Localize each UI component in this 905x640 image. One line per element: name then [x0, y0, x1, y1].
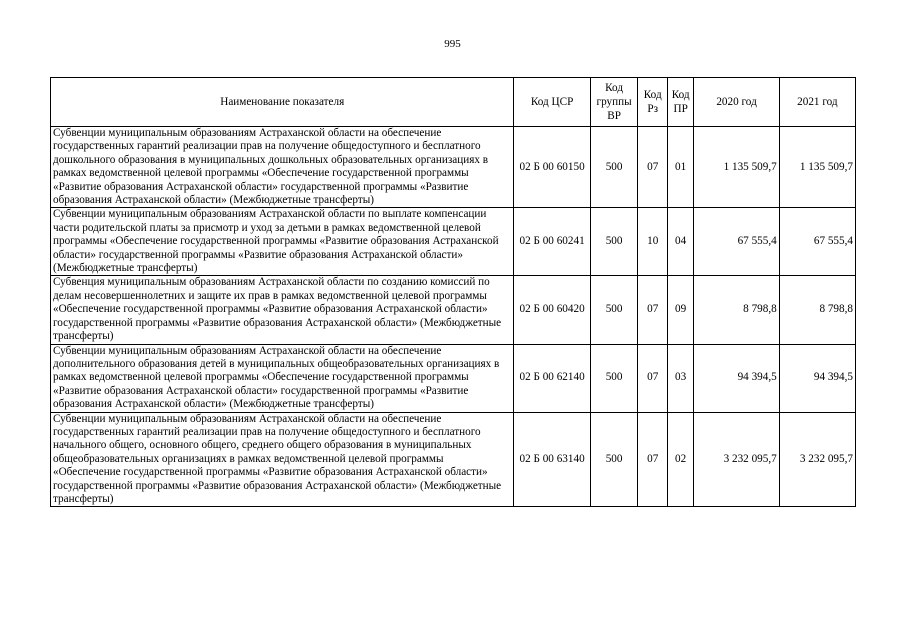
row-pr: 01	[667, 127, 693, 208]
row-name: Субвенции муниципальным образованиям Астраханской области на обеспечение дополнительного образования детей в муниципальных общеобразовательных организациях в рамках ведомственной целевой программы «Обеспечение государственной программы «Развитие образования Астраханской области» государственной программы «Развитие образования Астраханской области» (Межбюджетные трансферты)	[51, 344, 514, 412]
row-name: Субвенции муниципальным образованиям Астраханской области по выплате компенсации части родительской платы за присмотр и уход за детьми в рамках ведомственной целевой программы «Обеспечение государственной программы «Развитие образования Астраханской области» государственной программы «Развитие образования Астраханской области» (Межбюджетные трансферты)	[51, 208, 514, 276]
row-vr: 500	[590, 344, 638, 412]
row-pr: 03	[667, 344, 693, 412]
header-vr: Код группы ВР	[590, 78, 638, 127]
table-row	[51, 276, 856, 344]
row-pr: 02	[667, 412, 693, 507]
header-pr: Код ПР	[667, 78, 693, 127]
page-number: 995	[444, 38, 461, 50]
row-vr: 500	[590, 412, 638, 507]
row-rz: 07	[638, 127, 667, 208]
header-csr: Код ЦСР	[514, 78, 590, 127]
row-2020: 3 232 095,7	[694, 412, 779, 507]
table-row	[51, 208, 856, 276]
header-2021: 2021 год	[779, 78, 855, 127]
header-rz: Код Рз	[638, 78, 667, 127]
row-2020: 1 135 509,7	[694, 127, 779, 208]
row-2021: 67 555,4	[779, 208, 855, 276]
row-rz: 07	[638, 344, 667, 412]
row-pr: 09	[667, 276, 693, 344]
row-csr: 02 Б 00 62140	[514, 344, 590, 412]
row-csr: 02 Б 00 60241	[514, 208, 590, 276]
table-row	[51, 127, 856, 208]
row-csr: 02 Б 00 63140	[514, 412, 590, 507]
row-rz: 07	[638, 412, 667, 507]
row-pr: 04	[667, 208, 693, 276]
header-name: Наименование показателя	[51, 78, 514, 127]
row-2020: 8 798,8	[694, 276, 779, 344]
row-csr: 02 Б 00 60150	[514, 127, 590, 208]
row-name: Субвенции муниципальным образованиям Астраханской области на обеспечение государственных гарантий реализации прав на получение общедоступного и бесплатного начального общего, основного общего, среднего общего образования в муниципальных общеобразовательных организациях в рамках ведомственной целевой программы «Обеспечение государственной программы «Развитие образования Астраханской области» государственной программы «Развитие образования Астраханской области» (Межбюджетные трансферты)	[51, 412, 514, 507]
row-vr: 500	[590, 208, 638, 276]
row-2020: 67 555,4	[694, 208, 779, 276]
table-row	[51, 344, 856, 412]
header-2020: 2020 год	[694, 78, 779, 127]
row-rz: 07	[638, 276, 667, 344]
row-2021: 3 232 095,7	[779, 412, 855, 507]
row-csr: 02 Б 00 60420	[514, 276, 590, 344]
table-header-row	[51, 78, 856, 127]
row-name: Субвенция муниципальным образованиям Астраханской области по созданию комиссий по делам несовершеннолетних и защите их прав в рамках ведомственной целевой программы «Обеспечение государственной программы «Развитие образования Астраханской области» государственной программы «Развитие образования Астраханской области» (Межбюджетные трансферты)	[51, 276, 514, 344]
budget-table	[50, 77, 856, 507]
row-name: Субвенции муниципальным образованиям Астраханской области на обеспечение государственных гарантий реализации прав на получение общедоступного и бесплатного дошкольного образования в муниципальных дошкольных образовательных организациях в рамках ведомственной целевой программы «Обеспечение государственной программы «Развитие образования Астраханской области» государственной программы «Развитие образования Астраханской области» (Межбюджетные трансферты)	[51, 127, 514, 208]
row-vr: 500	[590, 276, 638, 344]
row-rz: 10	[638, 208, 667, 276]
row-2021: 1 135 509,7	[779, 127, 855, 208]
row-2021: 94 394,5	[779, 344, 855, 412]
table-row	[51, 412, 856, 507]
row-2020: 94 394,5	[694, 344, 779, 412]
row-2021: 8 798,8	[779, 276, 855, 344]
row-vr: 500	[590, 127, 638, 208]
